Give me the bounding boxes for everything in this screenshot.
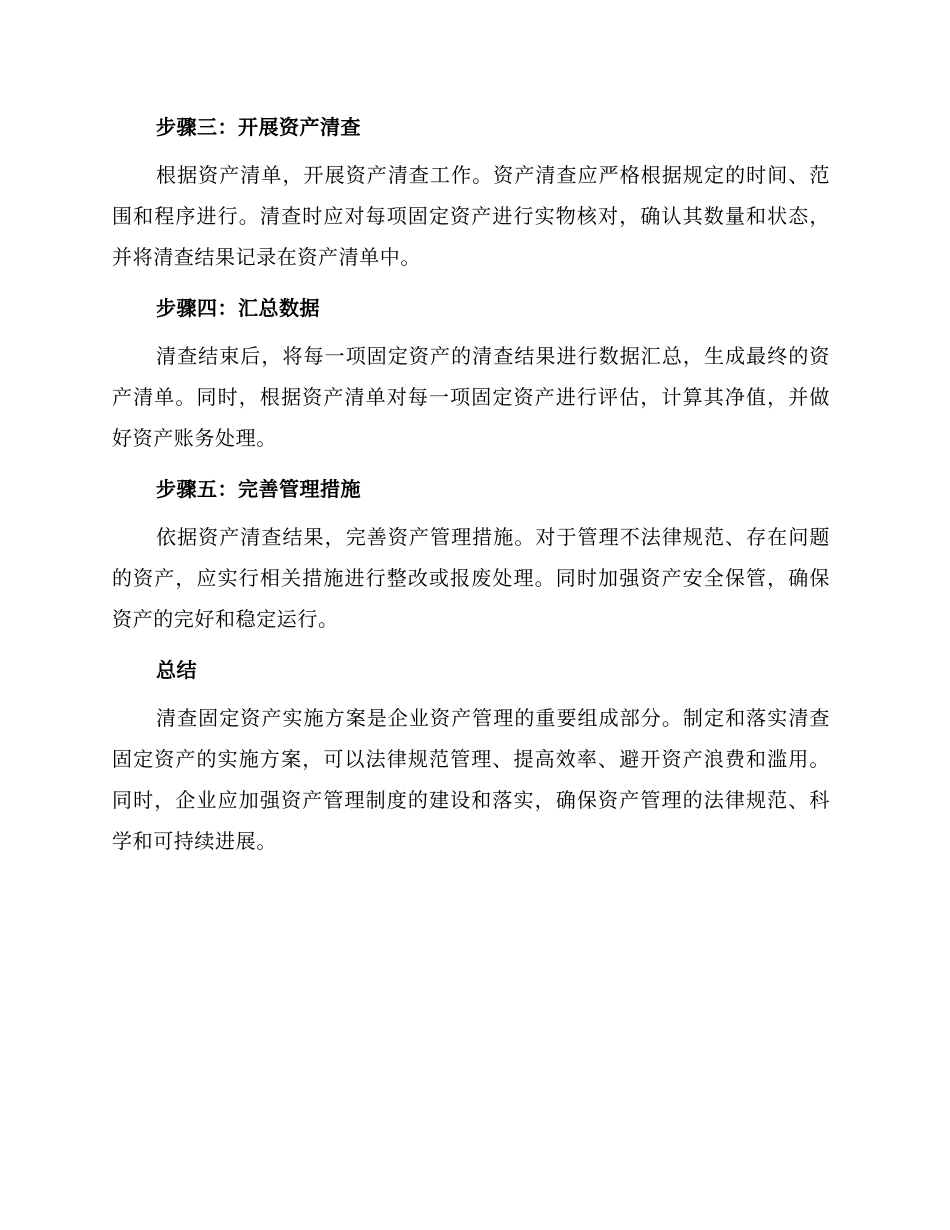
section-heading-step-three: 步骤三：开展资产清查	[156, 115, 361, 139]
section-body-step-four: 清查结束后，将每一项固定资产的清查结果进行数据汇总，生成最终的资产清单。同时，根据资产清单对每一项固定资产进行评估，计算其净值，并做好资产账务处理。	[112, 344, 830, 450]
section-heading-summary: 总结	[156, 658, 197, 682]
section-heading-step-five: 步骤五：完善管理措施	[156, 477, 361, 501]
document-content	[112, 110, 830, 875]
section-heading-step-four: 步骤四：汇总数据	[156, 296, 320, 320]
section-body-summary: 清查固定资产实施方案是企业资产管理的重要组成部分。制定和落实清查固定资产的实施方案，可以法律规范管理、提高效率、避开资产浪费和滥用。同时，企业应加强资产管理制度的建设和落实，确保资产管理的法律规范、科学和可持续进展。	[112, 706, 830, 853]
section-body-step-three: 根据资产清单，开展资产清查工作。资产清查应严格根据规定的时间、范围和程序进行。清查时应对每项固定资产进行实物核对，确认其数量和状态，并将清查结果记录在资产清单中。	[112, 163, 830, 269]
section-body-step-five: 依据资产清查结果，完善资产管理措施。对于管理不法律规范、存在问题的资产，应实行相关措施进行整改或报废处理。同时加强资产安全保管，确保资产的完好和稳定运行。	[112, 525, 830, 631]
